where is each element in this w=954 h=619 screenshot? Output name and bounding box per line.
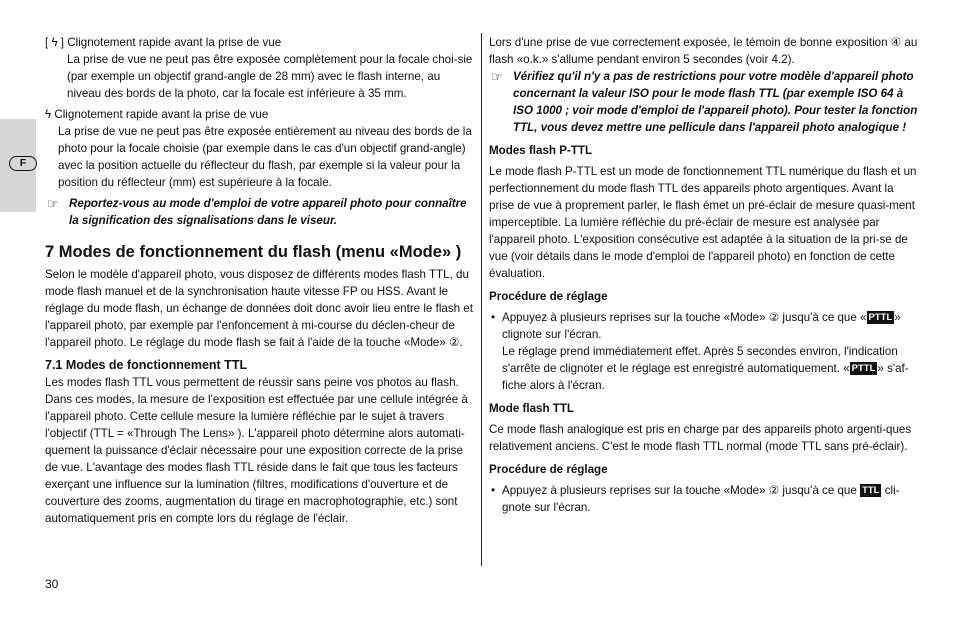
step-text: cli-gnote sur l'écran.	[502, 484, 900, 514]
pttl-display-icon: PTTL	[868, 312, 893, 323]
item1-text: La prise de vue ne peut pas être exposée complètement pour la focale choi-sie (par exemple un objectif grand-angle de 28 mm) avec le flash interne, au niveau des bords de la photo, car la focale est inférieure à 35 mm.	[67, 53, 473, 100]
step-text: » clignote sur l'écran.	[502, 311, 901, 341]
bullet-icon: •	[491, 484, 496, 497]
viewfinder-note	[45, 195, 475, 229]
procedure-heading: Procédure de réglage	[489, 463, 608, 476]
left-column	[45, 34, 475, 527]
step-text: Appuyez à plusieurs reprises sur la touche «Mode» ② jusqu'à ce que «	[502, 311, 867, 324]
pointing-hand-icon: ☞	[491, 69, 503, 84]
step-text: Appuyez à plusieurs reprises sur la touche «Mode» ② jusqu'à ce que	[502, 484, 861, 497]
pointing-hand-icon: ☞	[47, 196, 59, 211]
bullet-icon: •	[491, 311, 496, 324]
ok-indicator-text: Lors d'une prise de vue correctement exposée, le témoin de bonne exposition ④ au flash «o.k.» s'allume pendant environ 5 secondes (voir 4.2).	[489, 36, 918, 66]
ttl-mode-text: Ce mode flash analogique est pris en charge par des appareils photo argenti-ques relativement anciens. C'est le mode flash TTL normal (mode TTL sans pré-éclair).	[489, 423, 912, 453]
iso-note	[489, 68, 919, 136]
item2-label: ϟ Clignotement rapide avant la prise de vue	[45, 108, 269, 121]
column-divider	[481, 33, 482, 566]
section-7-heading: 7 Modes de fonctionnement du flash (menu «Mode» )	[45, 243, 462, 261]
language-tab-label: F	[9, 156, 37, 171]
note-text: Vérifiez qu'il n'y a pas de restrictions pour votre modèle d'appareil photo concernant la valeur ISO pour le mode flash TTL (par exemple ISO 64 à ISO 1000 ; voir mode d'emploi de l'appareil photo). Pour tester la fonction TTL, vous devez mettre une pellicule dans l'appareil photo analogique !	[513, 70, 918, 134]
right-column	[489, 34, 919, 516]
pttl-text: Le mode flash P-TTL est un mode de fonctionnement TTL numérique du flash et un perfectionnement du mode flash TTL des appareils photo argentiques. Avant la prise de vue à proprement parler, le flash émet un pré-éclair de mesure quasi-ment imperceptible. La lumière réfléchie du pré-éclair de mesure est analysée par l'appareil photo. L'exposition consécutive est adaptée à la situation de la pri-se de vue (voir détails dans le mode d'emploi de l'appareil photo) en fonction de cette évaluation.	[489, 165, 917, 280]
pttl-display-icon: PTTL	[851, 363, 876, 374]
list-item	[489, 482, 919, 516]
section-7-intro: Selon le modèle d'appareil photo, vous disposez de différents modes flash TTL, du mode flash manuel et de la synchronisation haute vitesse FP ou HSS. Avant le réglage du mode flash, un échange de données doit donc avoir lieu entre le flash et l'appareil photo, par exemple par l'enfoncement à mi-course du déclen-cheur de l'appareil photo. Le réglage du mode flash se fait à l'aide de la touche «Mode» ②.	[45, 268, 473, 349]
item2-text: La prise de vue ne peut pas être exposée entièrement au niveau des bords de la photo pour la focale choisie (par exemple dans le cas d'un objectif grand-angle) avec la position actuelle du réflecteur du flash, par exemple si la valeur pour la position du réflecteur (mm) est supérieure à la focale.	[58, 125, 472, 189]
page-number: 30	[45, 577, 59, 591]
ttl-mode-heading: Mode flash TTL	[489, 402, 575, 415]
step-text: Le réglage prend immédiatement effet. Après 5 secondes environ, l'indication s'arrête de clignoter et le réglage est enregistré automatiquement. «	[502, 345, 898, 375]
step-text: » s'af-fiche alors à l'écran.	[502, 362, 909, 392]
list-item	[489, 309, 919, 394]
note-text: Reportez-vous au mode d'emploi de votre appareil photo pour connaître la signification des signalisations dans le viseur.	[69, 197, 467, 227]
ttl-display-icon: TTL	[862, 485, 880, 496]
procedure-heading: Procédure de réglage	[489, 290, 608, 303]
pttl-heading: Modes flash P-TTL	[489, 144, 593, 157]
item1-label: [ ϟ ] Clignotement rapide avant la prise de vue	[45, 36, 282, 49]
section-7-1-text: Les modes flash TTL vous permettent de réussir sans peine vos photos au flash. Dans ces modes, la mesure de l'exposition est effectuée par une cellule intégrée à l'appareil photo. Cette cellule mesure la lumière réfléchie par le sujet à travers l'objectif (TTL = «Through The Lens» ). L'appareil photo détermine alors automati-quement la puissance d'éclair nécessaire pour une exposition correcte de la prise de vue. L'avantage des modes flash TTL réside dans le fait que tous les facteurs exerçant une influence sur la lumination (filtres, modifications d'ouverture et de couverture des zooms, augmentation du tirage en macrophotographie, etc.) sont automatiquement pris en compte lors du réglage de l'éclair.	[45, 376, 468, 525]
section-7-1-heading: 7.1 Modes de fonctionnement TTL	[45, 358, 248, 372]
